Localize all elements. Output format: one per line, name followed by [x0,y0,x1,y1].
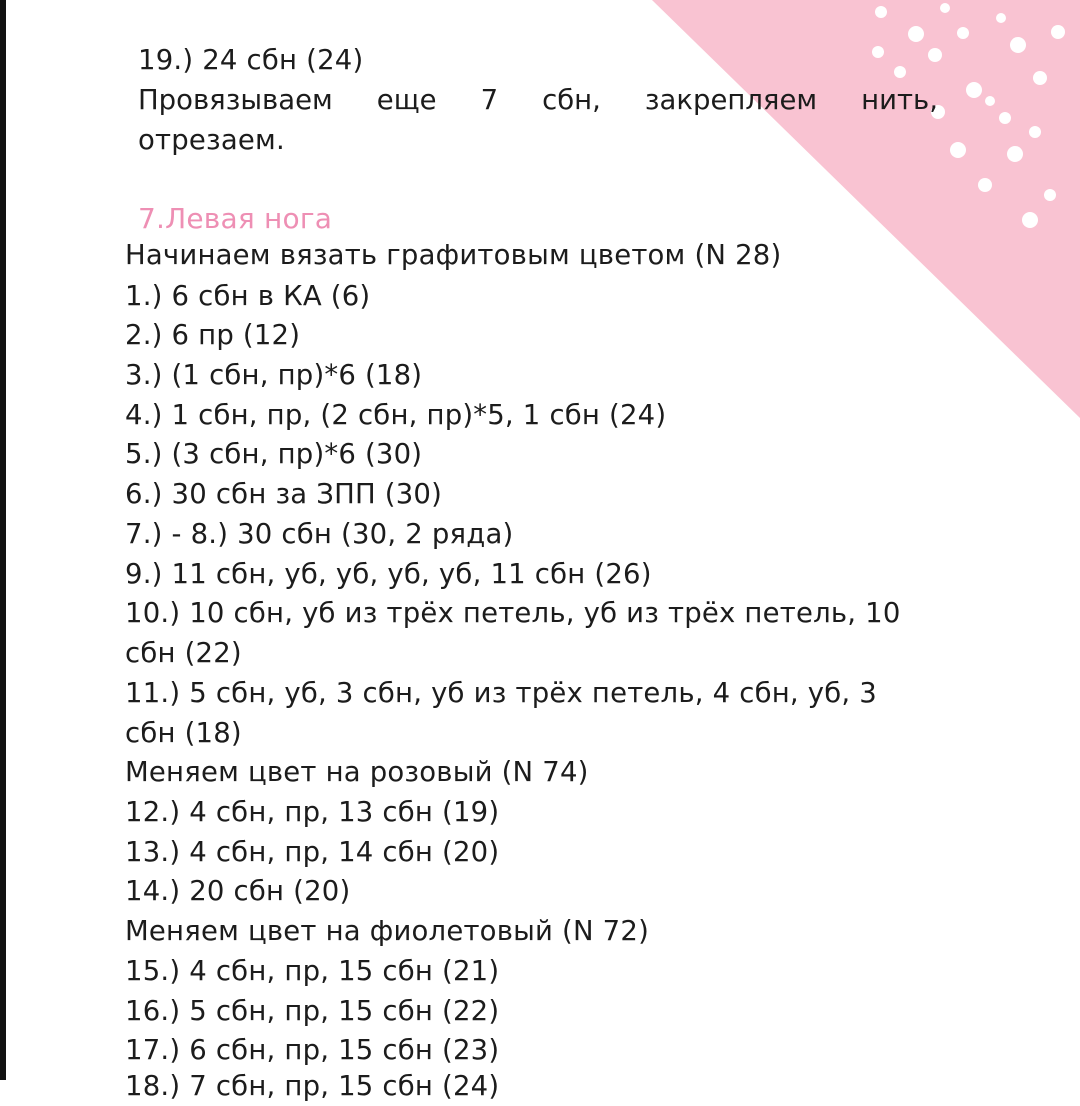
pink-triangle [652,0,1080,418]
pattern-line: сбн (18) [125,717,242,749]
pattern-line: 14.) 20 сбн (20) [125,875,351,907]
pattern-line: 11.) 5 сбн, уб, 3 сбн, уб из трёх петель, 4 сбн, уб, 3 [125,677,877,709]
pattern-line: 4.) 1 сбн, пр, (2 сбн, пр)*5, 1 сбн (24) [125,399,667,431]
pattern-line: 10.) 10 сбн, уб из трёх петель, уб из трёх петель, 10 [125,597,901,629]
section-title: 7.Левая нога [138,202,333,235]
pattern-line: Меняем цвет на розовый (N 74) [125,756,589,788]
section-start: Начинаем вязать графитовым цветом (N 28) [125,239,782,271]
pattern-line: 1.) 6 сбн в КА (6) [125,280,371,312]
finish-instruction-line1: Провязываем еще 7 сбн, закрепляем нить, [138,84,938,116]
finish-instruction-line2: отрезаем. [138,124,285,156]
pattern-line: 18.) 7 сбн, пр, 15 сбн (24) [125,1070,500,1102]
pattern-line: 13.) 4 сбн, пр, 14 сбн (20) [125,836,500,868]
pattern-line: 3.) (1 сбн, пр)*6 (18) [125,359,423,391]
pattern-line: 9.) 11 сбн, уб, уб, уб, уб, 11 сбн (26) [125,558,652,590]
pattern-line: 7.) - 8.) 30 сбн (30, 2 ряда) [125,518,514,550]
pattern-line: 12.) 4 сбн, пр, 13 сбн (19) [125,796,500,828]
pattern-line: сбн (22) [125,637,242,669]
pattern-line: 16.) 5 сбн, пр, 15 сбн (22) [125,995,500,1027]
pattern-line: 15.) 4 сбн, пр, 15 сбн (21) [125,955,500,987]
row-19: 19.) 24 сбн (24) [138,44,364,76]
pattern-line: 17.) 6 сбн, пр, 15 сбн (23) [125,1034,500,1066]
pattern-line: 6.) 30 сбн за ЗПП (30) [125,478,443,510]
pattern-line: 2.) 6 пр (12) [125,319,301,351]
pattern-line: Меняем цвет на фиолетовый (N 72) [125,915,649,947]
pattern-line: 5.) (3 сбн, пр)*6 (30) [125,438,423,470]
